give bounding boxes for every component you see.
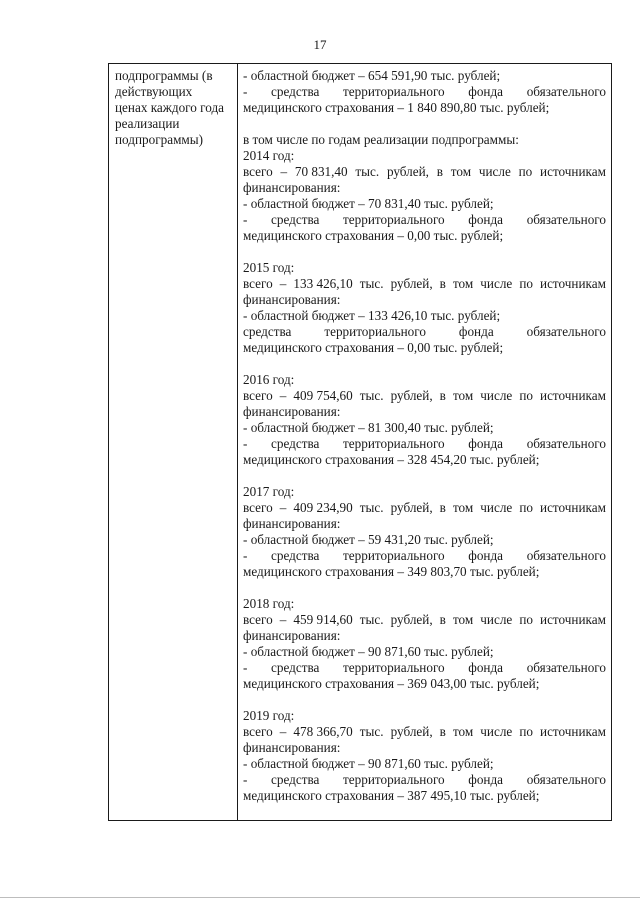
word: - — [243, 660, 248, 675]
spacer — [243, 468, 606, 484]
word: фонда — [458, 324, 494, 339]
word: обязательного — [526, 772, 606, 787]
word: территориального — [343, 548, 445, 563]
regional-budget-total: - областной бюджет – 654 591,90 тыс. рублей; — [243, 68, 501, 83]
word: фонда — [468, 436, 504, 451]
word: обязательного — [526, 436, 606, 451]
word: тыс. — [359, 724, 384, 739]
word: рублей, — [390, 500, 433, 515]
insurance-line: медицинского страхования – 349 803,70 тыс. рублей; — [243, 564, 540, 579]
word: числе — [478, 164, 511, 179]
word: средства — [271, 772, 320, 787]
year-total-line — [243, 612, 606, 628]
word: источникам — [540, 612, 606, 627]
word: - — [243, 772, 248, 787]
year-total-line — [243, 724, 606, 740]
insurance-line: медицинского страхования – 0,00 тыс. рублей; — [243, 228, 504, 243]
insurance-line: медицинского страхования – 0,00 тыс. рублей; — [243, 340, 504, 355]
word: в — [439, 500, 446, 515]
word: источникам — [540, 388, 606, 403]
word: тыс. — [359, 388, 384, 403]
word: по — [519, 724, 533, 739]
word: – — [279, 276, 287, 291]
word: территориального — [343, 772, 445, 787]
year-label: 2019 год: — [243, 708, 295, 723]
word: в — [439, 612, 446, 627]
word: территориального — [343, 436, 445, 451]
years-list — [243, 148, 606, 804]
word: источникам — [540, 724, 606, 739]
word: источникам — [540, 164, 606, 179]
year-total-line — [243, 276, 606, 292]
left-cell-line: ценах каждого года — [115, 100, 225, 115]
word: средства — [271, 436, 320, 451]
word: – — [279, 612, 287, 627]
year-label: 2016 год: — [243, 372, 295, 387]
word: 70 831,40 — [294, 164, 348, 179]
word: обязательного — [526, 212, 606, 227]
regional-budget-line: - областной бюджет – 81 300,40 тыс. рублей; — [243, 420, 494, 435]
fund-line — [243, 212, 606, 228]
word: всего — [243, 500, 273, 515]
word: всего — [243, 276, 273, 291]
word: всего — [243, 164, 273, 179]
word: рублей, — [386, 164, 429, 179]
word: 409 234,90 — [293, 500, 353, 515]
insurance-line: медицинского страхования – 387 495,10 тыс. рублей; — [243, 788, 540, 803]
word: средства — [271, 548, 320, 563]
word: 409 754,60 — [293, 388, 353, 403]
word: по — [519, 388, 533, 403]
word: – — [279, 388, 287, 403]
year-label: 2015 год: — [243, 260, 295, 275]
fund-line — [243, 84, 606, 100]
left-cell-line: подпрограммы (в — [115, 68, 213, 83]
word: фонда — [468, 212, 504, 227]
regional-budget-line: - областной бюджет – 90 871,60 тыс. рублей; — [243, 756, 494, 771]
funding-label: финансирования: — [243, 516, 341, 531]
word: по — [519, 500, 533, 515]
word: фонда — [468, 84, 504, 99]
year-block — [243, 260, 606, 356]
word: фонда — [468, 772, 504, 787]
word: тыс. — [359, 612, 384, 627]
word: обязательного — [526, 660, 606, 675]
word: всего — [243, 724, 273, 739]
year-block — [243, 372, 606, 468]
word: том — [452, 500, 474, 515]
word: фонда — [468, 660, 504, 675]
word: – — [279, 500, 287, 515]
word: обязательного — [526, 548, 606, 563]
word: числе — [480, 612, 513, 627]
left-cell — [115, 68, 237, 148]
word: - — [243, 84, 248, 99]
fund-line — [243, 772, 606, 788]
word: всего — [243, 388, 273, 403]
word: числе — [480, 724, 513, 739]
word: источникам — [540, 500, 606, 515]
year-label: 2018 год: — [243, 596, 295, 611]
word: по — [518, 164, 533, 179]
word: том — [452, 276, 474, 291]
word: фонда — [468, 548, 504, 563]
year-block — [243, 484, 606, 580]
fund-line — [243, 436, 606, 452]
spacer — [243, 580, 606, 596]
word: обязательного — [526, 84, 606, 99]
regional-budget-line: - областной бюджет – 133 426,10 тыс. рублей; — [243, 308, 501, 323]
column-divider — [237, 64, 238, 820]
word: территориального — [324, 324, 426, 339]
word: - — [243, 212, 248, 227]
word: 459 914,60 — [293, 612, 353, 627]
word: рублей, — [390, 612, 433, 627]
regional-budget-line: - областной бюджет – 70 831,40 тыс. рублей; — [243, 196, 494, 211]
word: тыс. — [359, 276, 384, 291]
spacer — [243, 692, 606, 708]
word: рублей, — [390, 388, 433, 403]
spacer — [243, 356, 606, 372]
word: тыс. — [359, 500, 384, 515]
word: средства — [271, 660, 320, 675]
word: в — [439, 388, 446, 403]
spacer — [243, 244, 606, 260]
year-block — [243, 596, 606, 692]
regional-budget-line: - областной бюджет – 59 431,20 тыс. рублей; — [243, 532, 494, 547]
word: средства — [271, 84, 320, 99]
left-cell-line: действующих — [115, 84, 193, 99]
funding-label: финансирования: — [243, 628, 341, 643]
word: – — [280, 164, 288, 179]
fund-line — [243, 660, 606, 676]
funding-label: финансирования: — [243, 404, 341, 419]
word: в — [436, 164, 443, 179]
word: территориального — [343, 212, 445, 227]
word: в — [439, 276, 446, 291]
word: территориального — [343, 660, 445, 675]
funding-label: финансирования: — [243, 740, 341, 755]
word: том — [452, 724, 474, 739]
year-total-line — [243, 388, 606, 404]
word: в — [439, 724, 446, 739]
year-block — [243, 148, 606, 244]
insurance-line: медицинского страхования – 328 454,20 тыс. рублей; — [243, 452, 540, 467]
regional-budget-line: - областной бюджет – 90 871,60 тыс. рублей; — [243, 644, 494, 659]
insurance-total: медицинского страхования – 1 840 890,80 тыс. рублей; — [243, 100, 550, 115]
word: числе — [480, 388, 513, 403]
word: средства — [271, 212, 320, 227]
page-number: 17 — [313, 37, 327, 52]
spacer — [243, 116, 606, 132]
year-label: 2017 год: — [243, 484, 295, 499]
left-cell-line: реализации — [115, 116, 180, 131]
word: рублей, — [390, 276, 433, 291]
fund-line — [243, 548, 606, 564]
word: числе — [480, 276, 513, 291]
years-intro: в том числе по годам реализации подпрограммы: — [243, 132, 519, 147]
funding-label: финансирования: — [243, 180, 341, 195]
word: числе — [480, 500, 513, 515]
word: тыс. — [355, 164, 380, 179]
word: 478 366,70 — [293, 724, 353, 739]
insurance-line: медицинского страхования – 369 043,00 тыс. рублей; — [243, 676, 540, 691]
word: обязательного — [526, 324, 606, 339]
word: всего — [243, 612, 273, 627]
word: том — [450, 164, 472, 179]
right-cell — [243, 68, 606, 804]
funding-label: финансирования: — [243, 292, 341, 307]
word: средства — [243, 324, 292, 339]
word: рублей, — [390, 724, 433, 739]
year-label: 2014 год: — [243, 148, 295, 163]
fund-line — [243, 324, 606, 340]
year-block — [243, 708, 606, 804]
word: источникам — [540, 276, 606, 291]
word: – — [279, 724, 287, 739]
word: по — [519, 276, 533, 291]
word: территориального — [343, 84, 445, 99]
word: - — [243, 548, 248, 563]
word: по — [519, 612, 533, 627]
word: 133 426,10 — [293, 276, 353, 291]
year-total-line — [243, 164, 606, 180]
left-cell-line: подпрограммы) — [115, 132, 204, 147]
year-total-line — [243, 500, 606, 516]
word: том — [452, 612, 474, 627]
word: том — [452, 388, 474, 403]
word: - — [243, 436, 248, 451]
bottom-rule — [0, 897, 640, 898]
funding-table — [108, 63, 612, 821]
